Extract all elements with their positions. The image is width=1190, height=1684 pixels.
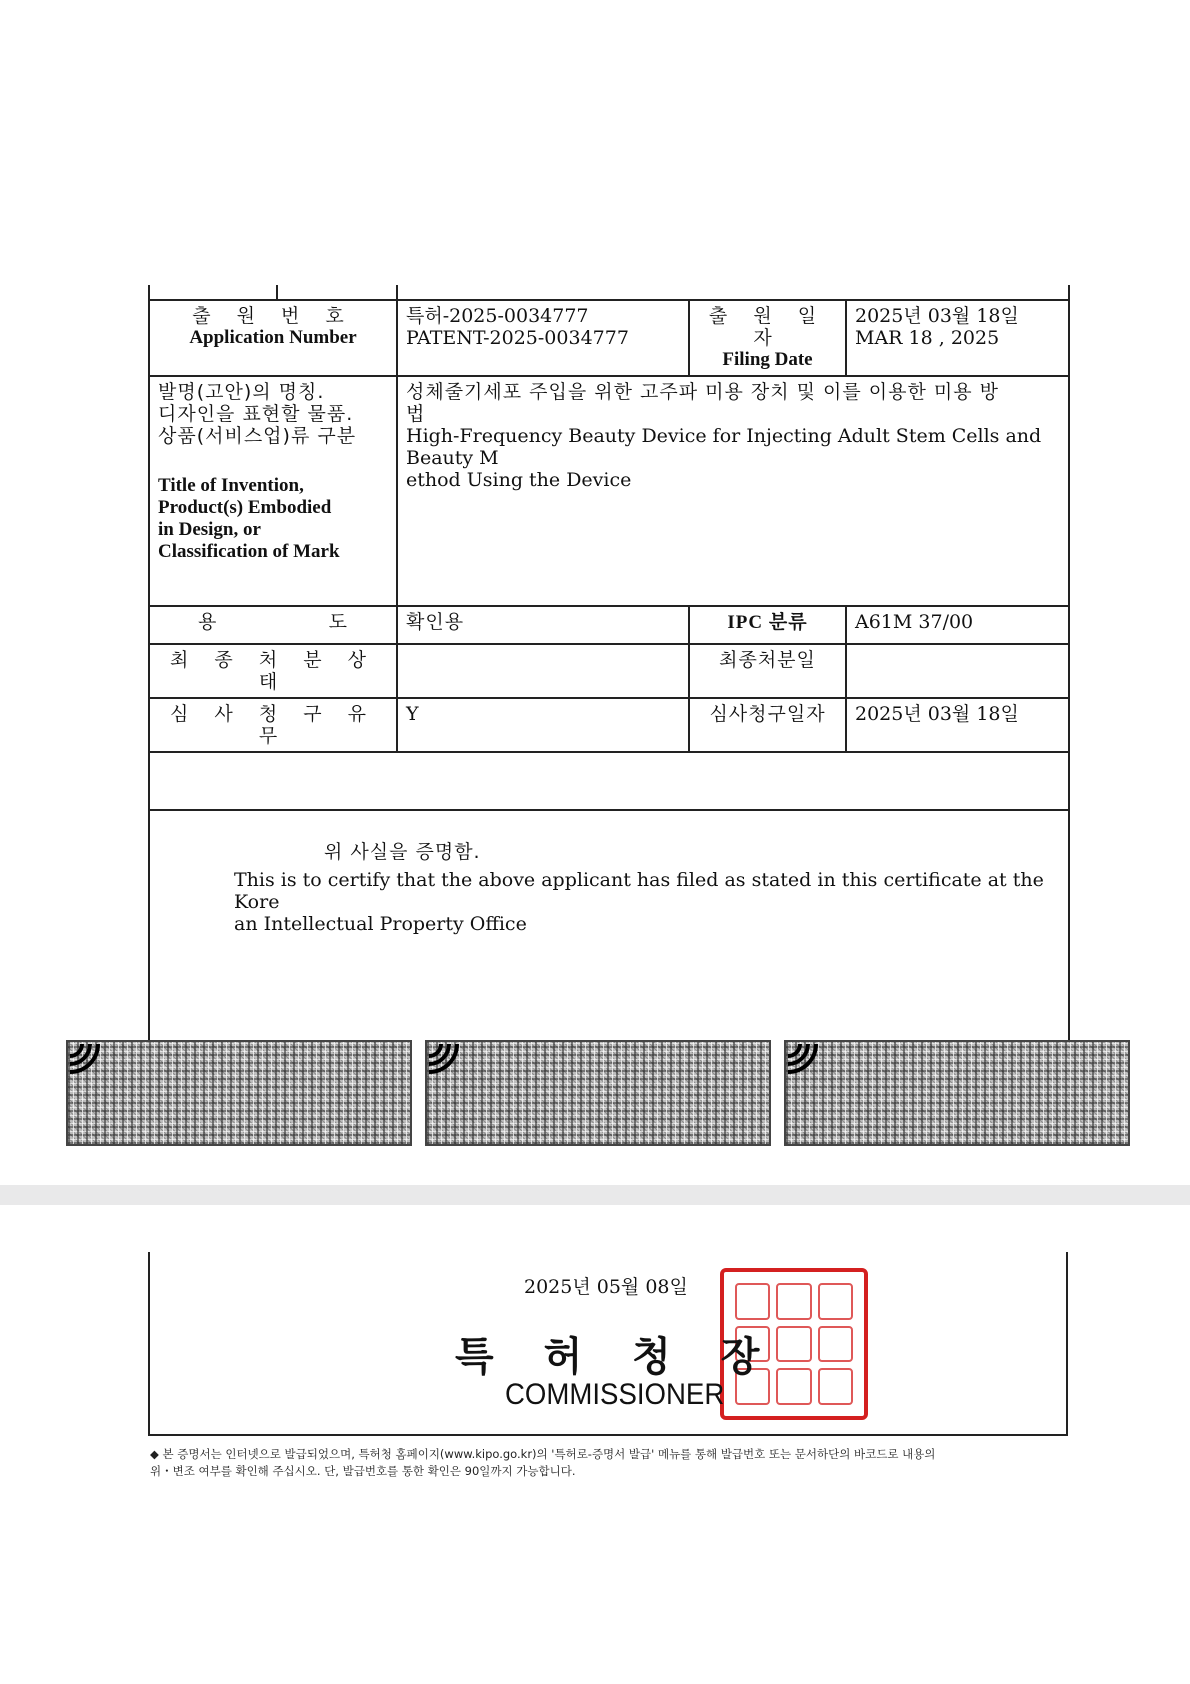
row-exam-request xyxy=(149,698,1069,752)
barcode-3 xyxy=(784,1040,1130,1146)
row-empty xyxy=(149,752,1069,810)
application-number-value-ko: 특허-2025-0034777 xyxy=(406,305,589,327)
footer-note-line-1: ◆ 본 증명서는 인터넷으로 발급되었으며, 특허청 홈페이지(www.kipo.go.kr)의 '특허로-증명서 발급' 메뉴를 통해 발급번호 또는 문서하단의 바코드로 내용의 xyxy=(150,1447,936,1461)
row-application-number xyxy=(149,300,1069,376)
filing-date-value-ko: 2025년 03월 18일 xyxy=(855,305,1019,327)
usage-label-b: 도 xyxy=(328,611,348,633)
barcode-1 xyxy=(66,1040,412,1146)
cutoff-row xyxy=(148,285,1070,299)
signature-title: COMMISSIONER xyxy=(505,1378,725,1411)
certification-en-1: This is to certify that the above applicant has filed as stated in this certificate at the Kore xyxy=(234,869,1044,913)
title-value-ko-2: 법 xyxy=(406,403,426,425)
barcode-marker-icon xyxy=(427,1042,461,1076)
title-label-ko-2: 디자인을 표현할 물품. xyxy=(158,403,354,425)
title-label-en-3: in Design, or xyxy=(158,519,261,540)
usage-value: 확인용 xyxy=(397,606,689,644)
row-title xyxy=(149,376,1069,606)
exam-request-date-value: 2025년 03월 18일 xyxy=(846,698,1069,752)
title-value-en-2: ethod Using the Device xyxy=(406,469,632,491)
barcode-marker-icon xyxy=(786,1042,820,1076)
filing-date-value-en: MAR 18 , 2025 xyxy=(855,327,1000,349)
footer-note-line-2: 위・변조 여부를 확인해 주십시오. 단, 발급번호를 통한 확인은 90일까지 가능합니다. xyxy=(150,1464,576,1478)
final-status-value xyxy=(397,644,689,698)
application-number-label-en: Application Number xyxy=(189,327,357,348)
title-value-ko-1: 성체줄기세포 주입을 위한 고주파 미용 장치 및 이를 이용한 미용 방 xyxy=(406,381,999,403)
row-final-status xyxy=(149,644,1069,698)
certification-ko: 위 사실을 증명함. xyxy=(324,841,481,863)
certification-en-2: an Intellectual Property Office xyxy=(234,913,527,935)
application-number-value-en: PATENT-2025-0034777 xyxy=(406,327,629,349)
row-certification xyxy=(149,810,1069,1064)
row-usage xyxy=(149,606,1069,644)
title-label-ko-1: 발명(고안)의 명칭. xyxy=(158,381,325,403)
title-label-en-1: Title of Invention, xyxy=(158,475,304,496)
cutoff-divider xyxy=(276,285,278,299)
signature-office: 특 허 청 장 xyxy=(455,1334,778,1380)
barcode-marker-icon xyxy=(68,1042,102,1076)
ipc-label: IPC 분류 xyxy=(727,612,808,633)
barcode-2 xyxy=(425,1040,771,1146)
exam-request-value: Y xyxy=(397,698,689,752)
ipc-value: A61M 37/00 xyxy=(846,606,1069,644)
title-label-ko-3: 상품(서비스업)류 구분 xyxy=(158,425,357,447)
title-label-en-4: Classification of Mark xyxy=(158,541,340,562)
final-status-date-label: 최종처분일 xyxy=(689,644,846,698)
exam-request-date-label: 심사청구일자 xyxy=(689,698,846,752)
final-status-label: 최 종 처 분 상 태 xyxy=(149,644,397,698)
exam-request-label: 심 사 청 구 유 무 xyxy=(149,698,397,752)
filing-date-label-ko: 출 원 일 자 xyxy=(708,305,827,349)
signature-date: 2025년 05월 08일 xyxy=(524,1276,688,1298)
application-number-label-ko: 출 원 번 호 xyxy=(192,305,354,327)
title-value-en-1: High-Frequency Beauty Device for Injecting Adult Stem Cells and Beauty M xyxy=(406,425,1042,469)
certificate-table xyxy=(148,299,1070,1064)
cutoff-divider-2 xyxy=(396,285,398,299)
final-status-date-value xyxy=(846,644,1069,698)
footer-note xyxy=(150,1446,1070,1480)
title-label-en-2: Product(s) Embodied xyxy=(158,497,332,518)
usage-label-a: 용 xyxy=(198,611,218,633)
filing-date-label-en: Filing Date xyxy=(722,349,813,370)
page-gap xyxy=(0,1185,1190,1205)
